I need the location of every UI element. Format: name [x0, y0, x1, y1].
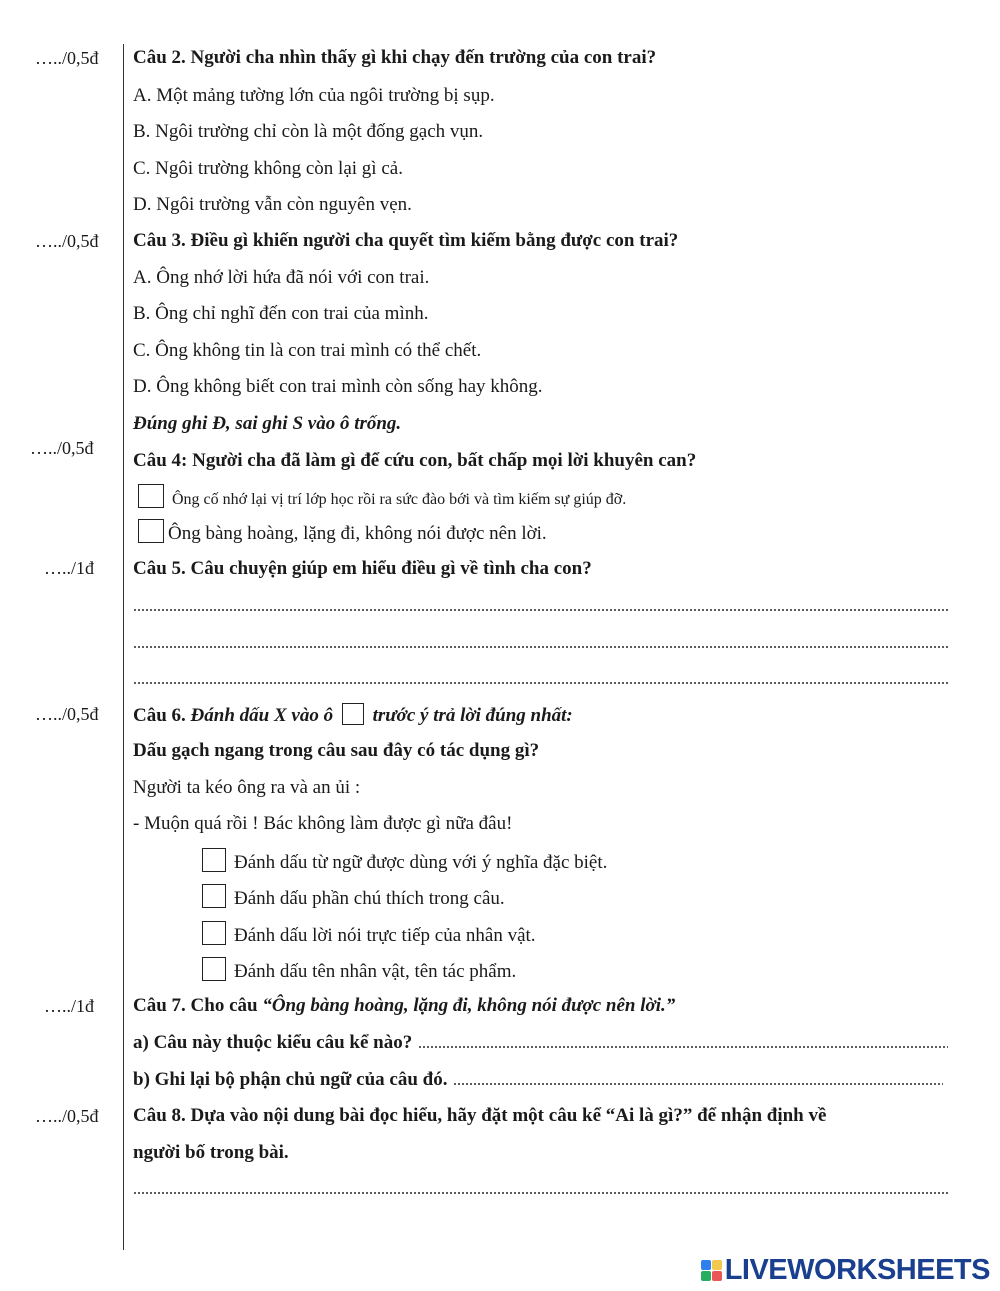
q4-title: Câu 4: Người cha đã làm gì để cứu con, bất chấp mọi lời khuyên can? — [133, 450, 697, 471]
q3-option-a: A. Ông nhớ lời hứa đã nói với con trai. — [133, 267, 430, 288]
margin-divider-line — [123, 44, 124, 1250]
q7-heading — [133, 994, 675, 1018]
q2-option-b: B. Ngôi trường chỉ còn là một đống gạch vụn. — [133, 121, 484, 142]
q6-option-1 — [202, 848, 607, 875]
q6-instruction-end: trước ý trả lời đúng nhất: — [372, 705, 573, 726]
q6-option-4 — [202, 957, 516, 984]
q6-option-2-text: Đánh dấu phần chú thích trong câu. — [234, 888, 505, 909]
q7-part-b-label: b) Ghi lại bộ phận chủ ngữ của câu đó. — [133, 1069, 448, 1090]
liveworksheets-logo-icon — [701, 1260, 722, 1281]
q7-label: Câu 7. Cho câu — [133, 995, 258, 1016]
logo-square-1 — [701, 1260, 711, 1270]
q6-option-3-text: Đánh dấu lời nói trực tiếp của nhân vật. — [234, 925, 536, 946]
logo-square-4 — [712, 1271, 722, 1281]
q6-heading — [133, 703, 573, 728]
q6-context-1: Người ta kéo ông ra và an ủi : — [133, 777, 361, 798]
score-q6: …../0,5đ — [35, 704, 99, 724]
q2-option-c: C. Ngôi trường không còn lại gì cả. — [133, 158, 403, 179]
q6-answer-box-2[interactable] — [202, 884, 226, 908]
logo-square-2 — [712, 1260, 722, 1270]
q5-title: Câu 5. Câu chuyện giúp em hiểu điều gì về tình cha con? — [133, 558, 592, 579]
q4-answer-box-1[interactable] — [138, 484, 164, 508]
q4-option-1-text: Ông cố nhớ lại vị trí lớp học rồi ra sức đào bới và tìm kiếm sự giúp đỡ. — [172, 491, 627, 508]
q4-option-2-text: Ông bàng hoàng, lặng đi, không nói được nên lời. — [168, 523, 547, 544]
q7-part-a-label: a) Câu này thuộc kiểu câu kể nào? — [133, 1032, 413, 1053]
q8-title-line-2: người bố trong bài. — [133, 1142, 289, 1163]
q2-option-a: A. Một mảng tường lớn của ngôi trường bị sụp. — [133, 85, 495, 106]
logo-square-3 — [701, 1271, 711, 1281]
q7-quote: “Ông bàng hoàng, lặng đi, không nói được nên lời.” — [262, 995, 676, 1016]
q6-answer-box-3[interactable] — [202, 921, 226, 945]
q7-part-b-answer-line[interactable] — [453, 1083, 943, 1085]
score-q8: …../0,5đ — [35, 1106, 99, 1126]
q5-answer-line-2[interactable] — [133, 646, 948, 648]
q4-answer-box-2[interactable] — [138, 519, 164, 543]
q6-option-1-text: Đánh dấu từ ngữ được dùng với ý nghĩa đặc biệt. — [234, 852, 608, 873]
liveworksheets-logo — [701, 1254, 990, 1286]
q3-option-b: B. Ông chỉ nghĩ đến con trai của mình. — [133, 303, 429, 324]
q6-option-4-text: Đánh dấu tên nhân vật, tên tác phẩm. — [234, 961, 517, 982]
liveworksheets-logo-text: LIVEWORKSHEETS — [724, 1253, 990, 1286]
score-q3: …../0,5đ — [35, 231, 99, 251]
q3-title: Câu 3. Điều gì khiến người cha quyết tìm kiếm bằng được con trai? — [133, 230, 679, 251]
q6-instruction-start: Đánh dấu X vào ô — [190, 705, 334, 726]
q6-option-3 — [202, 921, 536, 948]
score-q7: …../1đ — [44, 996, 95, 1016]
q6-question: Dấu gạch ngang trong câu sau đây có tác dụng gì? — [133, 740, 540, 761]
score-q5: …../1đ — [44, 558, 95, 578]
q8-title-line-1: Câu 8. Dựa vào nội dung bài đọc hiểu, hãy đặt một câu kể “Ai là gì?” để nhận định về — [133, 1105, 827, 1126]
q7-part-a-answer-line[interactable] — [418, 1046, 948, 1048]
q6-option-2 — [202, 884, 505, 911]
q6-example-box — [342, 703, 364, 725]
q6-context-2: - Muộn quá rồi ! Bác không làm được gì nữa đâu! — [133, 813, 513, 834]
q4-option-2 — [138, 519, 547, 546]
q4-option-1 — [138, 484, 626, 512]
q7-part-b — [133, 1068, 943, 1092]
score-q2: …../0,5đ — [35, 48, 99, 68]
q6-answer-box-1[interactable] — [202, 848, 226, 872]
q3-option-c: C. Ông không tin là con trai mình có thể chết. — [133, 340, 482, 361]
q4-instruction: Đúng ghi Đ, sai ghi S vào ô trống. — [133, 413, 402, 434]
q5-answer-line-3[interactable] — [133, 682, 948, 684]
score-q4: …../0,5đ — [30, 438, 94, 458]
q7-part-a — [133, 1031, 948, 1055]
q3-option-d: D. Ông không biết con trai mình còn sống hay không. — [133, 376, 543, 397]
q2-title: Câu 2. Người cha nhìn thấy gì khi chạy đến trường của con trai? — [133, 47, 657, 68]
q5-answer-line-1[interactable] — [133, 609, 948, 611]
q2-option-d: D. Ngôi trường vẫn còn nguyên vẹn. — [133, 194, 412, 215]
q6-label: Câu 6. — [133, 705, 186, 726]
q8-answer-line[interactable] — [133, 1192, 948, 1194]
q6-answer-box-4[interactable] — [202, 957, 226, 981]
